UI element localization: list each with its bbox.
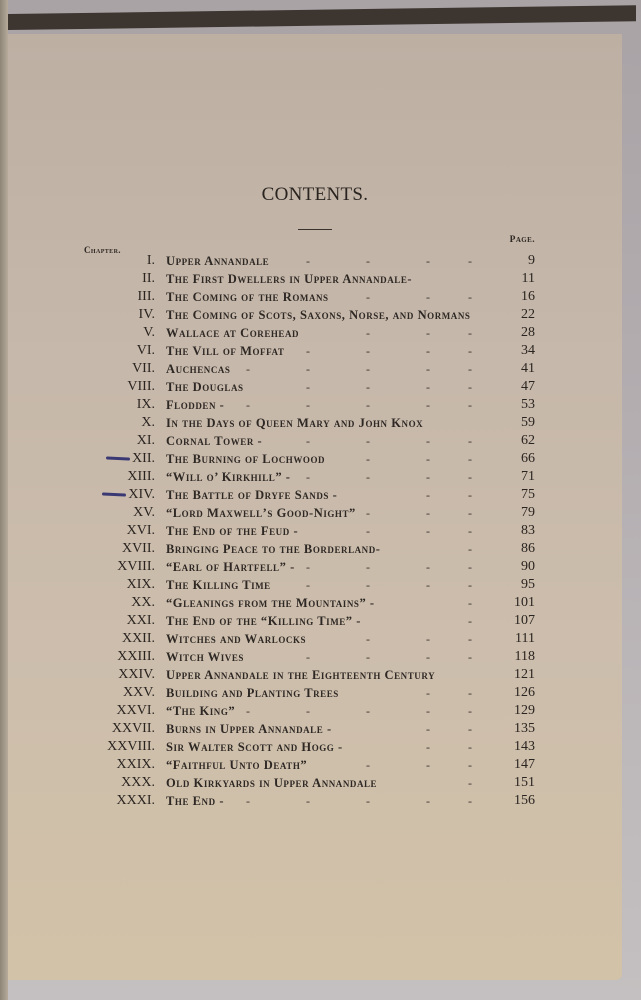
leader-dots bbox=[8, 702, 622, 720]
page-number: 126 bbox=[514, 685, 535, 700]
page-number: 28 bbox=[521, 325, 535, 340]
background-left-edge bbox=[0, 0, 8, 1000]
leader-dash: - bbox=[426, 452, 430, 466]
leader-dash: - bbox=[468, 344, 472, 358]
page-number: 101 bbox=[514, 595, 535, 610]
page-number: 90 bbox=[521, 559, 535, 574]
leader-dash: - bbox=[468, 398, 472, 412]
toc-entry bbox=[8, 306, 622, 324]
chapter-title: “Will o’ Kirkhill” - bbox=[166, 470, 291, 484]
chapter-numeral: VIII. bbox=[127, 379, 155, 394]
chapter-numeral: XX. bbox=[131, 595, 155, 610]
leader-dash: - bbox=[426, 506, 430, 520]
leader-dash: - bbox=[306, 650, 310, 664]
chapter-numeral: VII. bbox=[132, 361, 155, 376]
chapter-numeral: XII. bbox=[132, 451, 155, 466]
toc-entry bbox=[8, 360, 622, 378]
toc-entry bbox=[8, 774, 622, 792]
toc-entry bbox=[8, 702, 622, 720]
leader-dots bbox=[8, 522, 622, 540]
chapter-numeral: XXIX. bbox=[116, 757, 155, 772]
chapter-column-header: Chapter. bbox=[84, 245, 121, 255]
leader-dash: - bbox=[306, 398, 310, 412]
chapter-title: Building and Planting Trees bbox=[166, 686, 339, 700]
leader-dash: - bbox=[468, 326, 472, 340]
chapter-numeral: IX. bbox=[136, 397, 155, 412]
leader-dots bbox=[8, 342, 622, 360]
leader-dots bbox=[8, 432, 622, 450]
chapter-title: Old Kirkyards in Upper Annandale bbox=[166, 776, 378, 790]
leader-dash: - bbox=[426, 290, 430, 304]
chapter-title: Flodden - bbox=[166, 398, 225, 412]
leader-dash: - bbox=[468, 524, 472, 538]
toc-entry bbox=[8, 720, 622, 738]
leader-dash: - bbox=[426, 740, 430, 754]
chapter-numeral: XVIII. bbox=[117, 559, 155, 574]
leader-dash: - bbox=[468, 560, 472, 574]
leader-dash: - bbox=[426, 560, 430, 574]
leader-dash: - bbox=[468, 380, 472, 394]
leader-dash: - bbox=[366, 398, 370, 412]
chapter-title: Witch Wives bbox=[166, 650, 244, 664]
leader-dash: - bbox=[426, 650, 430, 664]
page-number: 129 bbox=[514, 703, 535, 718]
leader-dash: - bbox=[468, 794, 472, 808]
leader-dash: - bbox=[468, 704, 472, 718]
chapter-title: The Battle of Dryfe Sands - bbox=[166, 488, 338, 502]
toc-entry bbox=[8, 270, 622, 288]
chapter-title: The Coming of Scots, Saxons, Norse, and Normans bbox=[166, 308, 471, 322]
leader-dash: - bbox=[426, 326, 430, 340]
leader-dots bbox=[8, 450, 622, 468]
page-number: 71 bbox=[521, 469, 535, 484]
chapter-title: “The King” bbox=[166, 704, 236, 718]
leader-dash: - bbox=[246, 362, 250, 376]
chapter-numeral: VI. bbox=[136, 343, 155, 358]
chapter-title: The Douglas bbox=[166, 380, 244, 394]
page-number: 118 bbox=[514, 649, 535, 664]
toc-entry bbox=[8, 486, 622, 504]
chapter-title: “Earl of Hartfell” - bbox=[166, 560, 295, 574]
chapter-numeral: XIII. bbox=[127, 469, 155, 484]
leader-dash: - bbox=[366, 560, 370, 574]
leader-dash: - bbox=[306, 344, 310, 358]
toc-entry bbox=[8, 396, 622, 414]
page-number: 95 bbox=[521, 577, 535, 592]
toc-entry bbox=[8, 324, 622, 342]
chapter-numeral: XIV. bbox=[128, 487, 155, 502]
toc-entry bbox=[8, 252, 622, 270]
leader-dash: - bbox=[468, 434, 472, 448]
leader-dash: - bbox=[366, 344, 370, 358]
page-number: 11 bbox=[521, 271, 535, 286]
page-number: 66 bbox=[521, 451, 535, 466]
leader-dash: - bbox=[468, 488, 472, 502]
chapter-numeral: IV. bbox=[138, 307, 155, 322]
toc-entry bbox=[8, 414, 622, 432]
chapter-numeral: XXVIII. bbox=[107, 739, 155, 754]
leader-dots bbox=[8, 486, 622, 504]
chapter-numeral: XXII. bbox=[121, 631, 155, 646]
page-number: 62 bbox=[521, 433, 535, 448]
chapter-title: “Gleanings from the Mountains” - bbox=[166, 596, 375, 610]
leader-dash: - bbox=[366, 704, 370, 718]
page-number: 143 bbox=[514, 739, 535, 754]
page-number: 16 bbox=[521, 289, 535, 304]
toc-entry bbox=[8, 468, 622, 486]
leader-dash: - bbox=[468, 776, 472, 790]
chapter-numeral: XXVI. bbox=[116, 703, 155, 718]
leader-dash: - bbox=[468, 740, 472, 754]
chapter-title: Upper Annandale in the Eighteenth Century bbox=[166, 668, 436, 682]
chapter-numeral: X. bbox=[141, 415, 155, 430]
page-number: 9 bbox=[528, 253, 535, 268]
page-number: 135 bbox=[514, 721, 535, 736]
leader-dots bbox=[8, 324, 622, 342]
leader-dash: - bbox=[468, 542, 472, 556]
chapter-numeral: XXVII. bbox=[111, 721, 155, 736]
chapter-numeral: V. bbox=[143, 325, 155, 340]
leader-dash: - bbox=[468, 632, 472, 646]
chapter-numeral: XI. bbox=[136, 433, 155, 448]
chapter-title: Upper Annandale bbox=[166, 254, 270, 268]
leader-dash: - bbox=[426, 398, 430, 412]
leader-dash: - bbox=[468, 506, 472, 520]
chapter-numeral: II. bbox=[142, 271, 155, 286]
leader-dash: - bbox=[426, 794, 430, 808]
leader-dots bbox=[8, 252, 622, 270]
chapter-title: The First Dwellers in Upper Annandale- bbox=[166, 272, 413, 286]
leader-dash: - bbox=[366, 452, 370, 466]
leader-dash: - bbox=[366, 506, 370, 520]
leader-dash: - bbox=[426, 434, 430, 448]
leader-dash: - bbox=[426, 470, 430, 484]
leader-dash: - bbox=[468, 686, 472, 700]
page-number: 79 bbox=[521, 505, 535, 520]
page-number: 107 bbox=[514, 613, 535, 628]
leader-dash: - bbox=[426, 524, 430, 538]
page-number: 47 bbox=[521, 379, 535, 394]
leader-dash: - bbox=[426, 722, 430, 736]
leader-dash: - bbox=[246, 794, 250, 808]
leader-dash: - bbox=[306, 434, 310, 448]
toc-entry bbox=[8, 558, 622, 576]
chapter-title: Burns in Upper Annandale - bbox=[166, 722, 332, 736]
heading-rule bbox=[298, 229, 332, 230]
page-number: 147 bbox=[514, 757, 535, 772]
chapter-numeral: III. bbox=[137, 289, 155, 304]
chapter-numeral: XXXI. bbox=[116, 793, 155, 808]
chapter-numeral: XVI. bbox=[126, 523, 155, 538]
leader-dots bbox=[8, 378, 622, 396]
chapter-title: The End of the “Killing Time” - bbox=[166, 614, 361, 628]
page-number: 83 bbox=[521, 523, 535, 538]
leader-dash: - bbox=[306, 380, 310, 394]
chapter-numeral: XV. bbox=[133, 505, 155, 520]
chapter-numeral: XXI. bbox=[126, 613, 155, 628]
leader-dash: - bbox=[426, 254, 430, 268]
leader-dots bbox=[8, 774, 622, 792]
leader-dash: - bbox=[468, 362, 472, 376]
chapter-title: Cornal Tower - bbox=[166, 434, 263, 448]
toc-entry bbox=[8, 432, 622, 450]
leader-dots bbox=[8, 612, 622, 630]
leader-dash: - bbox=[468, 758, 472, 772]
page-number: 156 bbox=[514, 793, 535, 808]
chapter-numeral: XXIII. bbox=[117, 649, 155, 664]
leader-dots bbox=[8, 468, 622, 486]
leader-dash: - bbox=[306, 470, 310, 484]
leader-dots bbox=[8, 288, 622, 306]
page-number: 151 bbox=[514, 775, 535, 790]
leader-dash: - bbox=[366, 326, 370, 340]
leader-dash: - bbox=[366, 524, 370, 538]
leader-dash: - bbox=[468, 470, 472, 484]
toc-entry bbox=[8, 450, 622, 468]
toc-entry bbox=[8, 288, 622, 306]
page-number: 22 bbox=[521, 307, 535, 322]
toc-entry bbox=[8, 612, 622, 630]
chapter-title: The End - bbox=[166, 794, 225, 808]
toc-entry bbox=[8, 738, 622, 756]
leader-dash: - bbox=[366, 380, 370, 394]
leader-dash: - bbox=[306, 254, 310, 268]
leader-dash: - bbox=[426, 686, 430, 700]
toc-entry bbox=[8, 756, 622, 774]
leader-dash: - bbox=[366, 290, 370, 304]
leader-dots bbox=[8, 576, 622, 594]
leader-dots bbox=[8, 684, 622, 702]
leader-dash: - bbox=[246, 704, 250, 718]
chapter-numeral: XIX. bbox=[126, 577, 155, 592]
chapter-title: “Lord Maxwell’s Good-Night” bbox=[166, 506, 356, 520]
leader-dots bbox=[8, 792, 622, 810]
toc-entry bbox=[8, 504, 622, 522]
chapter-numeral: I. bbox=[146, 253, 155, 268]
toc-entry bbox=[8, 522, 622, 540]
leader-dash: - bbox=[426, 704, 430, 718]
leader-dash: - bbox=[426, 362, 430, 376]
toc-entry bbox=[8, 540, 622, 558]
leader-dash: - bbox=[306, 794, 310, 808]
leader-dash: - bbox=[366, 470, 370, 484]
toc-entry bbox=[8, 792, 622, 810]
chapter-numeral: XXX. bbox=[121, 775, 155, 790]
leader-dash: - bbox=[366, 578, 370, 592]
leader-dash: - bbox=[426, 632, 430, 646]
leader-dash: - bbox=[366, 632, 370, 646]
leader-dash: - bbox=[468, 578, 472, 592]
leader-dots bbox=[8, 594, 622, 612]
leader-dash: - bbox=[426, 758, 430, 772]
chapter-title: Witches and Warlocks bbox=[166, 632, 307, 646]
page-number: 59 bbox=[521, 415, 535, 430]
leader-dots bbox=[8, 360, 622, 378]
chapter-title: Wallace at Corehead bbox=[166, 326, 300, 340]
page-number: 53 bbox=[521, 397, 535, 412]
chapter-title: The Killing Time bbox=[166, 578, 271, 592]
page-number: 86 bbox=[521, 541, 535, 556]
chapter-title: Sir Walter Scott and Hogg - bbox=[166, 740, 343, 754]
leader-dots bbox=[8, 540, 622, 558]
leader-dash: - bbox=[306, 704, 310, 718]
page-number: 34 bbox=[521, 343, 535, 358]
page-column-header: Page. bbox=[509, 235, 535, 245]
leader-dash: - bbox=[366, 254, 370, 268]
chapter-title: In the Days of Queen Mary and John Knox bbox=[166, 416, 424, 430]
leader-dash: - bbox=[426, 344, 430, 358]
leader-dash: - bbox=[366, 794, 370, 808]
page-number: 41 bbox=[521, 361, 535, 376]
toc-entry bbox=[8, 684, 622, 702]
chapter-numeral: XXV. bbox=[122, 685, 155, 700]
leader-dash: - bbox=[366, 434, 370, 448]
toc-entry bbox=[8, 630, 622, 648]
leader-dash: - bbox=[468, 596, 472, 610]
toc-entry bbox=[8, 594, 622, 612]
leader-dots bbox=[8, 396, 622, 414]
toc-entry bbox=[8, 666, 622, 684]
leader-dash: - bbox=[426, 380, 430, 394]
chapter-title: “Faithful Unto Death” bbox=[166, 758, 308, 772]
toc-entry bbox=[8, 378, 622, 396]
leader-dash: - bbox=[246, 398, 250, 412]
chapter-title: The Coming of the Romans bbox=[166, 290, 329, 304]
leader-dots bbox=[8, 738, 622, 756]
toc-entry bbox=[8, 648, 622, 666]
toc-entry bbox=[8, 576, 622, 594]
leader-dash: - bbox=[426, 488, 430, 502]
chapter-title: Bringing Peace to the Borderland- bbox=[166, 542, 381, 556]
leader-dash: - bbox=[306, 578, 310, 592]
leader-dash: - bbox=[468, 290, 472, 304]
leader-dash: - bbox=[366, 362, 370, 376]
leader-dash: - bbox=[426, 578, 430, 592]
book-page bbox=[8, 34, 622, 980]
leader-dash: - bbox=[468, 452, 472, 466]
leader-dash: - bbox=[468, 722, 472, 736]
chapter-title: The Vill of Moffat bbox=[166, 344, 285, 358]
leader-dots bbox=[8, 630, 622, 648]
leader-dots bbox=[8, 756, 622, 774]
leader-dots bbox=[8, 720, 622, 738]
leader-dots bbox=[8, 648, 622, 666]
contents-heading: CONTENTS. bbox=[261, 184, 369, 205]
leader-dash: - bbox=[468, 254, 472, 268]
chapter-title: The Burning of Lochwood bbox=[166, 452, 326, 466]
page-number: 75 bbox=[521, 487, 535, 502]
leader-dash: - bbox=[366, 758, 370, 772]
chapter-title: Auchencas bbox=[166, 362, 231, 376]
toc-entry bbox=[8, 342, 622, 360]
page-number: 121 bbox=[514, 667, 535, 682]
leader-dash: - bbox=[468, 650, 472, 664]
leader-dash: - bbox=[366, 650, 370, 664]
leader-dash: - bbox=[468, 614, 472, 628]
chapter-title: The End of the Feud - bbox=[166, 524, 299, 538]
chapter-numeral: XVII. bbox=[121, 541, 155, 556]
leader-dash: - bbox=[306, 362, 310, 376]
leader-dots bbox=[8, 504, 622, 522]
chapter-numeral: XXIV. bbox=[118, 667, 155, 682]
leader-dash: - bbox=[306, 560, 310, 574]
leader-dots bbox=[8, 558, 622, 576]
page-number: 111 bbox=[515, 631, 535, 646]
page-top-edge bbox=[8, 5, 636, 30]
